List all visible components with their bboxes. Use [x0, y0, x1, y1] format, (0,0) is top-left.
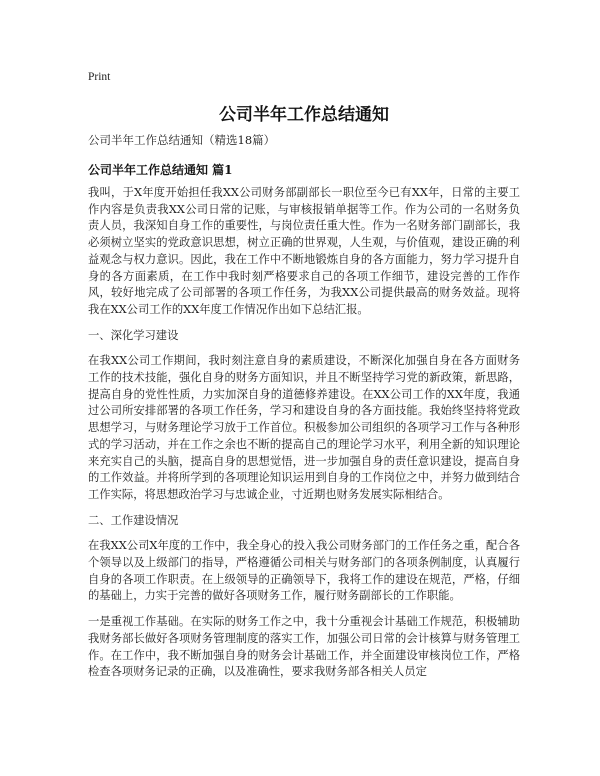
section-heading: 公司半年工作总结通知 篇1	[88, 163, 233, 177]
document-subtitle: 公司半年工作总结通知（精选18篇）	[88, 133, 276, 147]
print-link[interactable]: Print	[88, 71, 111, 83]
body-paragraph: 在我XX公司工作期间，我时刻注意自身的素质建设，不断深化加强自身在各方面财务工作的技术技能，强化自身的财务方面知识，并且不断坚持学习党的新政策，新思路，提高自身的党性性质，力实加深自身的道德修养建设。在XX公司工作的XX年度，我通过公司所安排部署的各项工作任务，学习和建设自身的各方面技能。我始终坚持将党政思想学习，与财务理论学习放于工作首位。积极参加公司组织的各项学习工作与各种形式的学习活动，并在工作之余也不断的提高自己的理论学习水平，利用全新的知识理论来充实自己的头脑，提高自身的思想觉悟，进一步加强自身的责任意识建设，提高自身的工作效益。并将所学到的各项理论知识运用到自身的工作岗位之中，并努力做到结合工作实际，将思想政治学习与忠诚企业，寸近期也财务发展实际相结合。	[88, 354, 520, 501]
subsection-heading: 一、深化学习建设	[88, 328, 179, 342]
document-body	[88, 185, 520, 690]
page-title: 公司半年工作总结通知	[219, 105, 389, 125]
body-paragraph: 在我XX公司X年度的工作中，我全身心的投入我公司财务部门的工作任务之重，配合各个领导以及上级部门的指导，严格遵循公司相关与财务部门的各项条例制度，认真履行自身的各项工作职责。在上级领导的正确领导下，我将工作的建设在规范，严格，仔细的基础上，力实于完善的做好各项财务工作，履行财务副部长的工作职能。	[88, 539, 520, 603]
body-paragraph: 一是重视工作基础。在实际的财务工作之中，我十分重视会计基础工作规范，积极辅助我财务部长做好各项财务管理制度的落实工作，加强公司日常的会计核算与财务管理工作。在工作中，我不断加强自身的财务会计基础工作，并全面建设审核岗位工作，严格检查各项财务记录的正确，以及准确性，要求我财务部各相关人员定	[88, 615, 520, 679]
subsection-heading: 二、工作建设情况	[88, 513, 179, 527]
body-paragraph: 我叫，于X年度开始担任我XX公司财务部副部长一职位至今已有XX年，日常的主要工作内容是负责我XX公司日常的记账，与审核报销单据等工作。作为公司的一名财务负责人员，我深知自身工作的重要性，与岗位责任重大性。作为一名财务部门副部长，我必须树立坚实的党政意识思想，树立正确的世界观，人生观，与价值观，建设正确的利益观念与权力意识。因此，我在工作中不断地锻炼自身的各方面能力，努力学习提升自身的各方面素质，在工作中我时刻严格要求自己的各项工作细节，建设完善的工作作风，较好地完成了公司部署的各项工作任务，为我XX公司提供最高的财务效益。现将我在XX公司工作的XX年度工作情况作出如下总结汇报。	[88, 186, 520, 316]
